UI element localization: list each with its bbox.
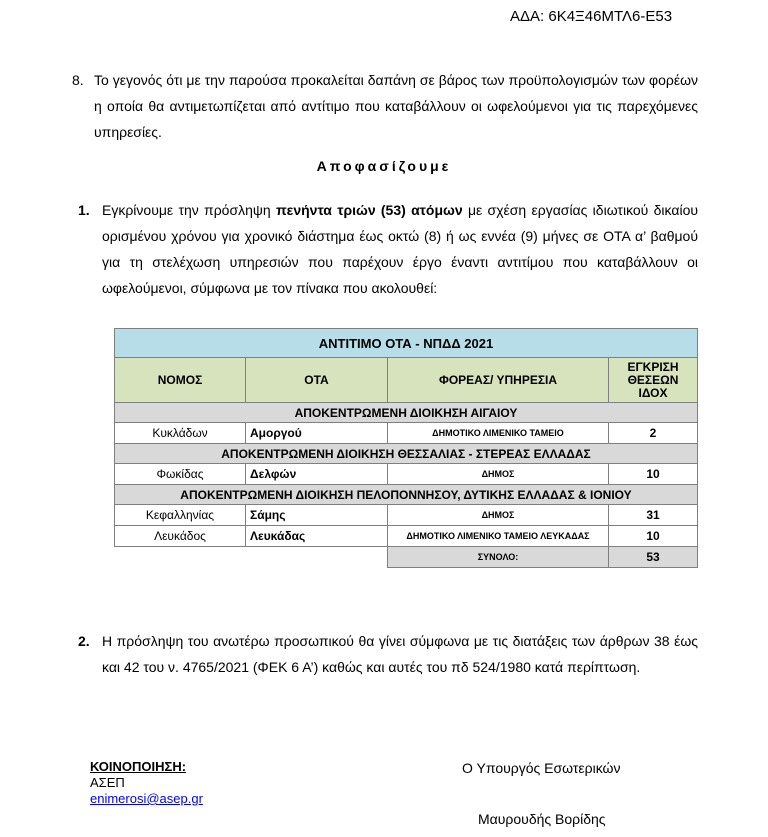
table-row bbox=[115, 505, 698, 526]
cell-ota: Λευκάδας bbox=[246, 526, 388, 547]
header-egkrisi-line2: ΘΕΣΕΩΝ bbox=[627, 372, 679, 387]
item-2-text: Η πρόσληψη του ανωτέρω προσωπικού θα γίνει σύμφωνα με τις διατάξεις των άρθρων 38 έως και 42 του ν. 4765/2021 (ΦΕΚ 6 Α’) καθώς και αυτές του πδ 524/1980 κατά περίπτωση. bbox=[102, 633, 698, 675]
header-egkrisi bbox=[609, 358, 698, 403]
table-header-row bbox=[115, 358, 698, 403]
signature-name: Μαυρουδής Βορίδης bbox=[478, 811, 606, 827]
header-ota: ΟΤΑ bbox=[246, 358, 388, 403]
cell-count: 2 bbox=[609, 423, 698, 444]
cell-ota: Αμοργού bbox=[246, 423, 388, 444]
positions-table bbox=[114, 328, 698, 568]
signature-role: Ο Υπουργός Εσωτερικών bbox=[462, 760, 621, 776]
cell-count: 10 bbox=[609, 526, 698, 547]
item-1 bbox=[78, 197, 698, 301]
cell-nomos: Λευκάδος bbox=[115, 526, 246, 547]
decision-heading: Αποφασίζουμε bbox=[316, 158, 452, 174]
item-1-number: 1. bbox=[78, 202, 90, 218]
item-1-text bbox=[102, 197, 698, 301]
cell-count: 31 bbox=[609, 505, 698, 526]
cell-foreas: ΔΗΜΟΤΙΚΟ ΛΙΜΕΝΙΚΟ ΤΑΜΕΙΟ ΛΕΥΚΑΔΑΣ bbox=[388, 526, 609, 547]
table-row bbox=[115, 526, 698, 547]
notification-block bbox=[90, 759, 203, 807]
header-egkrisi-line1: ΕΓΚΡΙΣΗ bbox=[627, 359, 679, 374]
region-name: ΑΠΟΚΕΝΤΡΩΜΕΝΗ ΔΙΟΙΚΗΣΗ ΑΙΓΑΙΟΥ bbox=[115, 403, 698, 423]
notification-title: ΚΟΙΝΟΠΟΙΗΣΗ: bbox=[90, 759, 187, 774]
total-spacer bbox=[115, 547, 388, 568]
item-8-number: 8. bbox=[72, 72, 84, 88]
region-row bbox=[115, 403, 698, 423]
total-value: 53 bbox=[609, 547, 698, 568]
cell-nomos: Κυκλάδων bbox=[115, 423, 246, 444]
header-nomos: ΝΟΜΟΣ bbox=[115, 358, 246, 403]
region-row bbox=[115, 444, 698, 464]
item-2-number: 2. bbox=[78, 633, 90, 649]
region-name: ΑΠΟΚΕΝΤΡΩΜΕΝΗ ΔΙΟΙΚΗΣΗ ΘΕΣΣΑΛΙΑΣ - ΣΤΕΡΕΑΣ ΕΛΛΑΔΑΣ bbox=[115, 444, 698, 464]
cell-nomos: Κεφαλληνίας bbox=[115, 505, 246, 526]
cell-ota: Σάμης bbox=[246, 505, 388, 526]
region-row bbox=[115, 485, 698, 505]
item-2 bbox=[78, 628, 698, 680]
cell-nomos: Φωκίδας bbox=[115, 464, 246, 485]
cell-count: 10 bbox=[609, 464, 698, 485]
table-title-row bbox=[115, 329, 698, 358]
table-title: ΑΝΤΙΤΙΜΟ ΟΤΑ - ΝΠΔΔ 2021 bbox=[115, 329, 698, 358]
total-label: ΣΥΝΟΛΟ: bbox=[388, 547, 609, 568]
header-egkrisi-line3: ΙΔΟΧ bbox=[638, 385, 668, 400]
cell-foreas: ΔΗΜΟΤΙΚΟ ΛΙΜΕΝΙΚΟ ΤΑΜΕΙΟ bbox=[388, 423, 609, 444]
cell-ota: Δελφών bbox=[246, 464, 388, 485]
item-1-count-bold: πενήντα τριών (53) ατόμων bbox=[275, 202, 463, 218]
ada-code: ΑΔΑ: 6Κ4Ξ46ΜΤΛ6-Ε53 bbox=[510, 8, 673, 25]
table-row bbox=[115, 464, 698, 485]
total-row bbox=[115, 547, 698, 568]
table-row bbox=[115, 423, 698, 444]
cell-foreas: ΔΗΜΟΣ bbox=[388, 505, 609, 526]
cell-foreas: ΔΗΜΟΣ bbox=[388, 464, 609, 485]
notification-recipient: ΑΣΕΠ bbox=[90, 775, 125, 790]
item-1-text-start: Εγκρίνουμε την πρόσληψη bbox=[102, 202, 276, 218]
header-foreas: ΦΟΡΕΑΣ/ ΥΠΗΡΕΣΙΑ bbox=[388, 358, 609, 403]
item-8-text: Το γεγονός ότι με την παρούσα προκαλείται δαπάνη σε βάρος των προϋπολογισμών των φορέων η οποία θα αντιμετωπίζεται από αντίτιμο που καταβάλλουν οι ωφελούμενοι για τις παρεχόμενες υπηρεσίες. bbox=[94, 72, 698, 140]
item-1-text-end: με σχέση εργασίας ιδιωτικού δικαίου ορισμένου χρόνου για χρονικό διάστημα έως οκτώ (8) ή ως εννέα (9) μήνες σε ΟΤΑ α’ βαθμού για τη στελέχωση υπηρεσιών που παρέχουν έργο έναντι αντιτίμου που καταβάλλουν οι ωφελούμενοι, σύμφωνα με τον πίνακα που ακολουθεί: bbox=[102, 202, 699, 296]
notification-email-link[interactable]: enimerosi@asep.gr bbox=[90, 791, 203, 806]
region-name: ΑΠΟΚΕΝΤΡΩΜΕΝΗ ΔΙΟΙΚΗΣΗ ΠΕΛΟΠΟΝΝΗΣΟΥ, ΔΥΤΙΚΗΣ ΕΛΛΑΔΑΣ & ΙΟΝΙΟΥ bbox=[115, 485, 698, 505]
item-8 bbox=[72, 67, 698, 145]
